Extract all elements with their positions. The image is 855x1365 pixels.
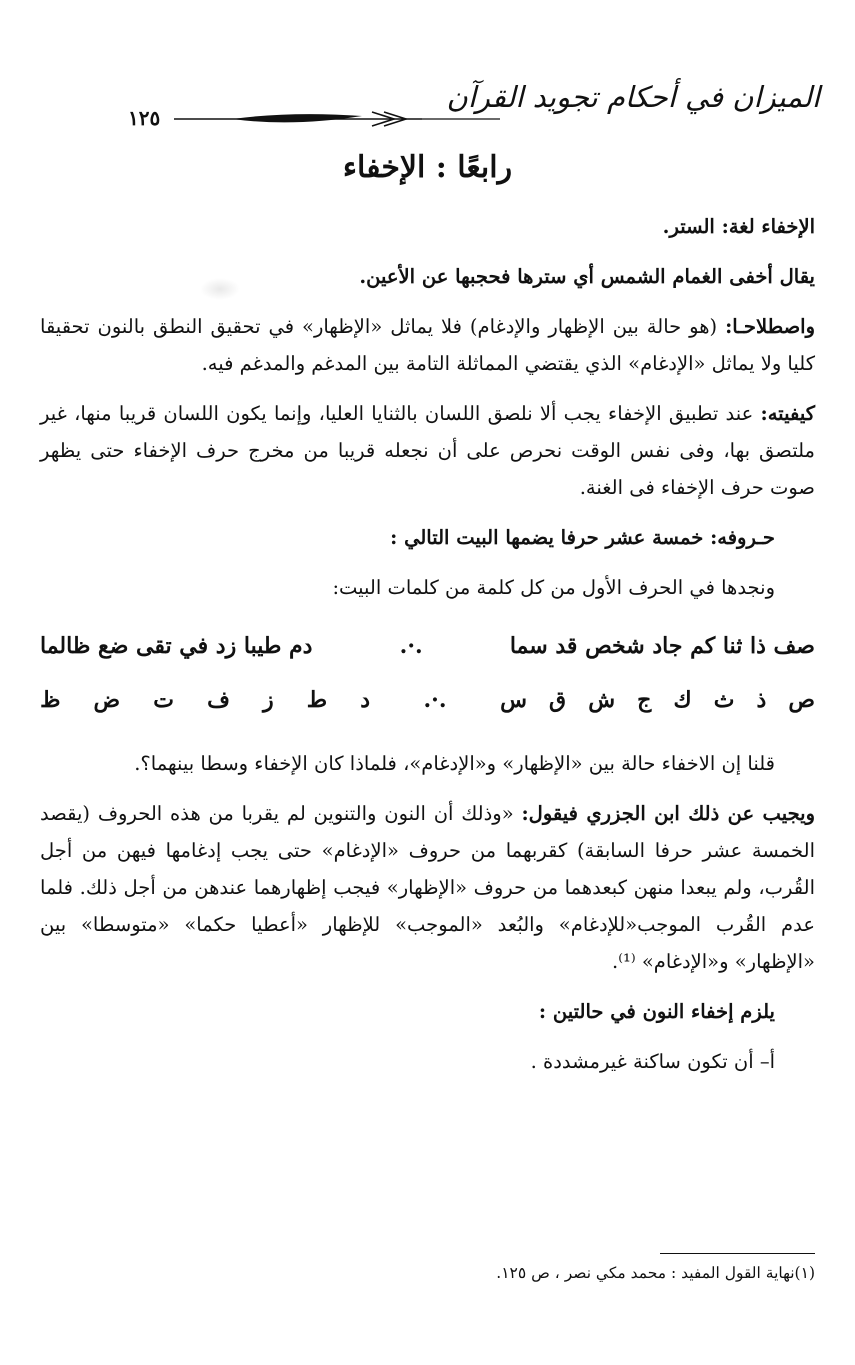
verse-left-hemistich: دم طيبا زد في تقى ضع ظالما <box>40 633 313 659</box>
page-header <box>120 70 820 130</box>
chapter-title: رابعًا : الإخفاء <box>342 150 513 185</box>
letter: ج <box>637 687 652 713</box>
case-a: أ– أن تكون ساكنة غيرمشددة . <box>530 1050 775 1073</box>
letter: ش <box>588 687 616 713</box>
letters-note: ونجدها في الحرف الأول من كل كلمة من كلمات البيت: <box>332 576 775 599</box>
letter: ض <box>93 687 121 713</box>
letter: ت <box>153 687 174 713</box>
letters-separator: .·. <box>423 687 447 713</box>
letter: ث <box>713 687 735 713</box>
two-cases-heading: يلزم إخفاء النون في حالتين : <box>538 1000 775 1023</box>
header-ornament-icon <box>172 108 502 130</box>
letter: ذ <box>756 687 767 713</box>
letters-line <box>40 673 815 727</box>
definition-technical: واصطلاحـا: (هو حالة بين الإظهار والإدغام) فلا يماثل «الإظهار» في تحقيق النطق بالنون تحقيقا كليا ولا يماثل «الإدغام» الذي يقتضي المماثلة التامة بين المدغم والمدغم فيه. <box>40 315 815 375</box>
letter: س <box>500 687 527 713</box>
method-paragraph: كيفيته: عند تطبيق الإخفاء يجب ألا نلصق اللسان بالثنايا العليا، وإنما يكون اللسان قريبا منها، غير ملتصق بها، وفى نفس الوقت نحرص على أن نجعله قريبا من مخرج حرف الإخفاء حتى يظهر صوت حرف الإخفاء فى الغنة. <box>40 402 815 499</box>
verse-separator: .·. <box>399 633 423 659</box>
book-title: الميزان في أحكام تجويد القرآن <box>446 80 820 114</box>
definition-example: يقال أخفى الغمام الشمس أي سترها فحجبها عن الأعين. <box>359 265 815 288</box>
letter: ف <box>207 687 230 713</box>
letter: د <box>360 687 371 713</box>
footnote-divider <box>660 1253 815 1254</box>
letter: ط <box>306 687 328 713</box>
letter: ق <box>549 687 567 713</box>
letter: ظ <box>40 687 61 713</box>
definition-linguistic: الإخفاء لغة: الستر. <box>662 215 815 238</box>
footnote: (١)نهاية القول المفيد : محمد مكي نصر ، ص ١٢٥. <box>496 1264 815 1282</box>
verse-line <box>40 619 815 673</box>
letter: ك <box>673 687 692 713</box>
letter: ز <box>263 687 274 713</box>
verse-right-hemistich: صف ذا ثنا كم جاد شخص قد سما <box>509 633 815 659</box>
letters-left-group <box>40 673 370 727</box>
definition-label: الإخفاء لغة: <box>721 215 815 238</box>
ibn-jazari-quote: ويجيب عن ذلك ابن الجزري فيقول: «وذلك أن النون والتنوين لم يقربا من هذه الحروف (يقصد الخمسة عشر حرفا السابقة) كقربهما من حروف «الإدغام» حتى يجب إدغامها فيهن من أجل القُرب، ولم يبعدا منهن كبعدهما من حروف «الإظهار» فيجب إظهارهما عندهن من أجل ذلك. فلما عدم القُرب الموجب«للإدغام» والبُعد «الموجب» للإظهار «أعطيا حكما» «متوسطا» بين «الإظهار» و«الإدغام» ⁽¹⁾. <box>40 802 816 973</box>
letters-intro: حـروفه: خمسة عشر حرفا يضمها البيت التالي : <box>390 526 775 549</box>
page-body <box>40 208 815 1093</box>
verse-block <box>40 619 815 727</box>
question-paragraph: قلنا إن الاخفاء حالة بين «الإظهار» و«الإدغام»، فلماذا كان الإخفاء وسطا بينهما؟. <box>134 752 775 775</box>
letter: ص <box>788 687 815 713</box>
page-number: ١٢٥ <box>128 106 161 130</box>
letters-right-group <box>500 673 815 727</box>
